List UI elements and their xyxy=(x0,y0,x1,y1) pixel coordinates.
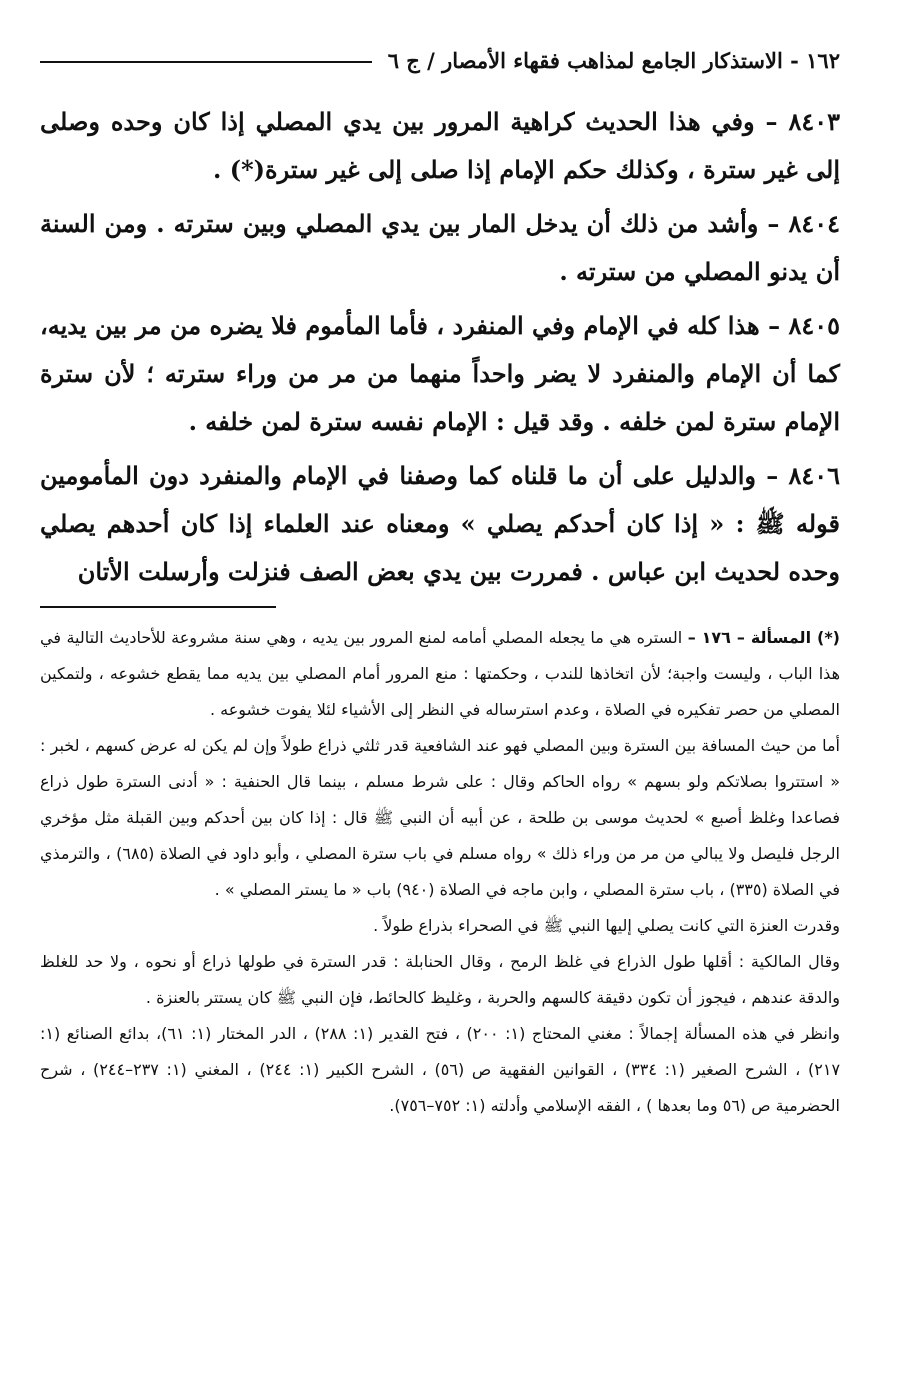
main-text xyxy=(40,98,840,596)
footnote-text: الستره هي ما يجعله المصلي أمامه لمنع المرور بين يديه ، وهي سنة مشروعة للأحاديث التالية في هذا الباب ، وليست واجبة؛ لأن اتخاذها للندب ، وحكمتها : منع المرور أمام المصلي بين يديه مما يقطع خشوعه ، ولتمكين المصلي من حصر تفكيره في الصلاة ، وعدم استرساله في النظر إلى الأشياء لئلا يفوت خشوعه . xyxy=(40,628,840,719)
footnote-paragraph: أما من حيث المسافة بين السترة وبين المصلي فهو عند الشافعية قدر ثلثي ذراع طولاً وإن لم يكن له عرض كسهم ، لخبر : « استتروا بصلاتكم ولو بسهم » رواه الحاكم وقال : على شرط مسلم ، بينما قال الحنفية : « أدنى السترة طول ذراع فصاعدا وغلظ أصبع » لحديث موسى بن طلحة ، عن أبيه أن النبي ﷺ قال : إذا كان بين أحدكم وبين القبلة مثل مؤخري الرجل فليصل ولا يبالي من مر من وراء ذلك » رواه مسلم في باب سترة المصلي ، وأبو داود في الصلاة (٦٨٥) ، والترمذي في الصلاة (٣٣٥) ، باب سترة المصلي ، وابن ماجه في الصلاة (٩٤٠) باب « ما يستر المصلي » . xyxy=(40,736,840,899)
running-header xyxy=(40,40,840,80)
footnote-label: (*) المسألة – ١٧٦ – xyxy=(687,628,840,647)
paragraph-text: والدليل على أن ما قلناه كما وصفنا في الإمام والمنفرد دون المأمومين قوله ﷺ : « إذا كان أحدكم يصلي » ومعناه عند العلماء إذا كان أحدهم يصلي وحده لحديث ابن عباس . فمررت بين يدي بعض الصف فنزلت وأرسلت الأتان xyxy=(40,461,840,586)
paragraph-text: وفي هذا الحديث كراهية المرور بين يدي المصلي إذا كان وحده وصلى إلى غير سترة ، وكذلك حكم الإمام إذا صلى إلى غير سترة(*) . xyxy=(40,107,840,184)
paragraph-text: هذا كله في الإمام وفي المنفرد ، فأما المأموم فلا يضره من مر بين يديه، كما أن الإمام والمنفرد لا يضر واحداً منهما من مر من وراء سترته ؛ لأن سترة الإمام سترة لمن خلفه . وقد قيل : الإمام نفسه سترة لمن خلفه . xyxy=(40,311,840,436)
paragraph-number: ٨٤٠٤ – xyxy=(767,209,840,238)
header-title: ١٦٢ - الاستذكار الجامع لمذاهب فقهاء الأمصار / ج ٦ xyxy=(387,47,840,73)
footnote-paragraph: وقدرت العنزة التي كانت يصلي إليها النبي ﷺ في الصحراء بذراع طولاً . xyxy=(373,916,840,935)
footnote-rule xyxy=(40,606,276,608)
paragraph-number: ٨٤٠٦ – xyxy=(766,461,841,490)
paragraph-8403 xyxy=(40,98,840,194)
footnote-paragraph: وانظر في هذه المسألة إجمالاً : مغني المحتاج (١: ٢٠٠) ، فتح القدير (١: ٢٨٨) ، الدر المختار (١: ٦١)، بدائع الصنائع (١: ٢١٧) ، الشرح الصغير (١: ٣٣٤) ، القوانين الفقهية ص (٥٦) ، الشرح الكبير (١: ٢٤٤) ، المغني (١: ٢٣٧–٢٤٤) ، شرح الحضرمية ص (٥٦ وما بعدها ) ، الفقه الإسلامي وأدلته (١: ٧٥٢–٧٥٦). xyxy=(40,1024,841,1115)
page xyxy=(40,40,840,1350)
paragraph-8405 xyxy=(40,302,840,446)
paragraph-8406 xyxy=(40,452,840,596)
footnote-paragraph xyxy=(40,620,840,728)
header-rule xyxy=(40,61,372,63)
paragraph-number: ٨٤٠٥ – xyxy=(768,311,841,340)
footnote-paragraph: وقال المالكية : أقلها طول الذراع في غلظ الرمح ، وقال الحنابلة : قدر السترة في طولها ذراع أو نحوه ، ولا حد للغلظ والدقة عندهم ، فيجوز أن تكون دقيقة كالسهم والحربة ، وغليظ كالحائط، فإن النبي ﷺ كان يستتر بالعنزة . xyxy=(40,952,840,1007)
footnote xyxy=(40,620,840,1124)
paragraph-8404 xyxy=(40,200,840,296)
paragraph-number: ٨٤٠٣ – xyxy=(765,107,840,136)
paragraph-text: وأشد من ذلك أن يدخل المار بين يدي المصلي وبين سترته . ومن السنة أن يدنو المصلي من سترته . xyxy=(40,209,840,286)
